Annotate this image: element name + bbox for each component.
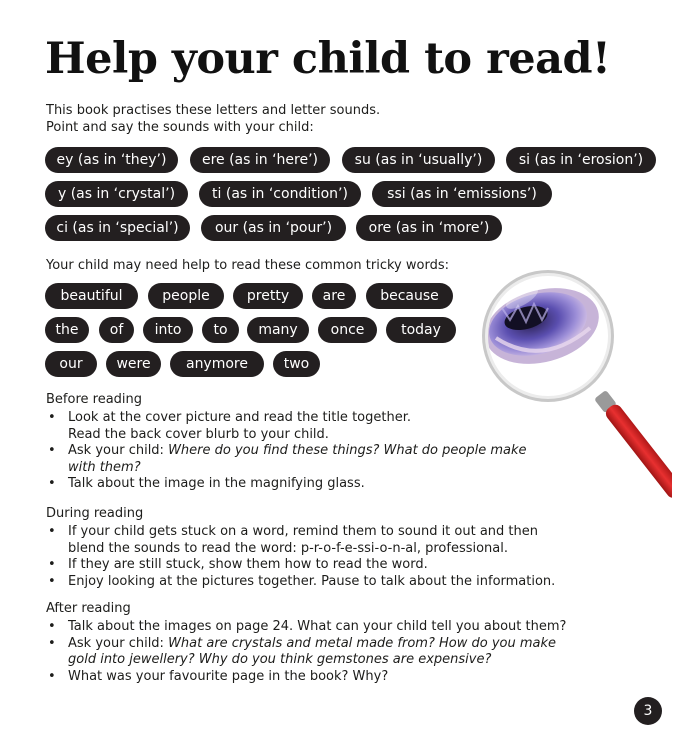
- tricky-word-pill: to: [202, 317, 239, 343]
- sound-pill: ore (as in ‘more’): [356, 215, 502, 241]
- intro-text: [46, 102, 380, 136]
- sound-pill: su (as in ‘usually’): [342, 147, 495, 173]
- before-reading-heading: Before reading: [46, 392, 143, 407]
- magnifier-handle: [593, 389, 672, 500]
- tricky-word-pill: pretty: [233, 283, 303, 309]
- tricky-word-pill: two: [273, 351, 320, 377]
- sound-pill: y (as in ‘crystal’): [45, 181, 188, 207]
- list-item: • Talk about the images on page 24. What can your child tell you about them?: [48, 619, 567, 634]
- intro-line-2: Point and say the sounds with your child:: [46, 120, 314, 135]
- before-reading-list: [46, 410, 527, 493]
- tricky-word-pill: anymore: [170, 351, 264, 377]
- tricky-word-pill: beautiful: [45, 283, 138, 309]
- sound-pill: si (as in ‘erosion’): [506, 147, 656, 173]
- sound-pill: our (as in ‘pour’): [201, 215, 346, 241]
- tricky-word-pill: today: [386, 317, 456, 343]
- sound-pill: ssi (as in ‘emissions’): [372, 181, 552, 207]
- list-item: • Look at the cover picture and read the title together. Read the back cover blurb to your child.: [48, 410, 411, 442]
- list-item: • What was your favourite page in the book? Why?: [48, 668, 389, 684]
- page-number: 3: [634, 697, 662, 725]
- list-item: • Enjoy looking at the pictures together. Pause to talk about the information.: [48, 573, 556, 589]
- list-item: • Ask your child: What are crystals and metal made from? How do you make gold into jewellery? Why do you think gemstones are expensive?: [48, 635, 556, 667]
- tricky-word-pill: people: [148, 283, 224, 309]
- list-item: • If your child gets stuck on a word, remind them to sound it out and then blend the sounds to read the word: p-r-o-f-e-ssi-o-n-al, professional.: [48, 524, 538, 556]
- sound-pill: ti (as in ‘condition’): [199, 181, 361, 207]
- list-item: • If they are still stuck, show them how to read the word.: [48, 557, 428, 572]
- tricky-words-intro: Your child may need help to read these common tricky words:: [46, 258, 449, 273]
- intro-line-1: This book practises these letters and letter sounds.: [46, 103, 381, 118]
- tricky-word-pill: into: [143, 317, 193, 343]
- tricky-word-pill: because: [366, 283, 453, 309]
- tricky-word-pill: once: [318, 317, 377, 343]
- after-reading-list: [46, 619, 566, 685]
- during-reading-list: [46, 524, 555, 590]
- tricky-word-pill: of: [99, 317, 134, 343]
- tricky-word-pill: are: [312, 283, 356, 309]
- after-reading-heading: After reading: [46, 601, 131, 616]
- sound-pill: ey (as in ‘they’): [45, 147, 178, 173]
- tricky-word-pill: the: [45, 317, 89, 343]
- tricky-word-pill: were: [106, 351, 161, 377]
- list-item: • Ask your child: Where do you find these things? What do people make with them?: [48, 443, 527, 475]
- list-item: • Talk about the image in the magnifying glass.: [48, 476, 365, 491]
- sound-pill: ci (as in ‘special’): [45, 215, 190, 241]
- tricky-word-pill: many: [247, 317, 309, 343]
- during-reading-heading: During reading: [46, 506, 144, 521]
- page-title: Help your child to read!: [45, 34, 611, 84]
- sound-pill: ere (as in ‘here’): [190, 147, 330, 173]
- tricky-word-pill: our: [45, 351, 97, 377]
